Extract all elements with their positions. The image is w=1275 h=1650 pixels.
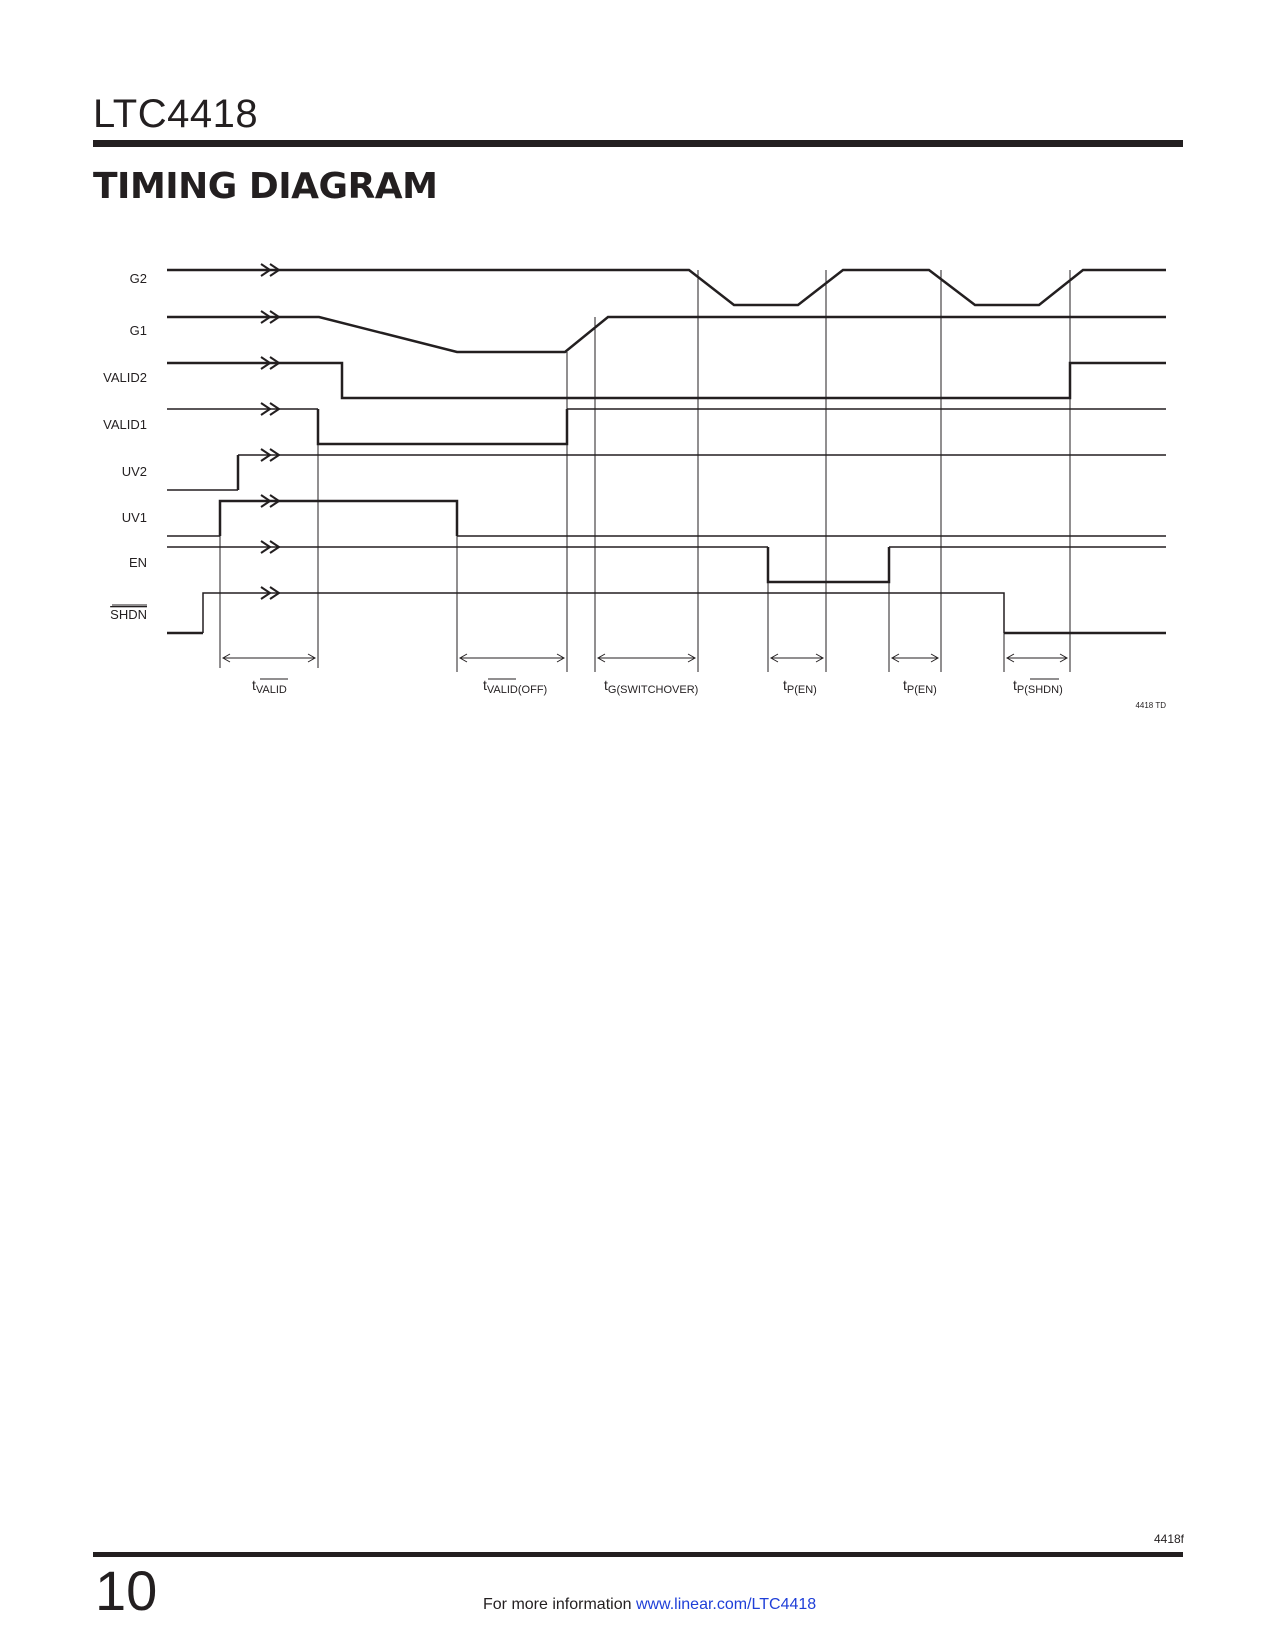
shdn-waveform (203, 593, 1004, 633)
timing-label-tvalid: $t_{VALID}$ (252, 677, 287, 696)
timing-label-tp-en-1: $t_{P(EN)}$ (783, 677, 817, 696)
page-number: 10 (95, 1559, 158, 1622)
part-number: LTC4418 (93, 92, 259, 136)
footer-link[interactable]: www.linear.com/LTC4418 (635, 1596, 817, 1613)
valid2-waveform (167, 363, 1166, 398)
break-marks (261, 264, 279, 599)
signal-label-g1: G1 (129, 323, 147, 338)
timing-diagram (0, 0, 1275, 720)
signal-label-valid2: VALID2 (103, 370, 147, 385)
g1-waveform (167, 317, 1166, 352)
uv1-waveform (220, 501, 457, 536)
footer-more-info (483, 1596, 816, 1614)
g2-waveform (167, 270, 1166, 305)
document-number: 4418f (1153, 1532, 1184, 1546)
signal-label-en: EN (128, 555, 147, 570)
timing-label-tp-en-2: $t_{P(EN)}$ (903, 677, 937, 696)
signal-label-valid1: VALID1 (103, 417, 147, 432)
figure-code: 4418 TD (1135, 701, 1166, 710)
signal-label-shdn: SHDN (110, 607, 147, 622)
timing-arrows (223, 654, 1067, 662)
en-waveform-low (768, 547, 889, 582)
footer-rule (93, 1552, 1183, 1557)
timing-label-tp-shdn: $t_{P(}SHDN$) (1013, 677, 1063, 696)
signal-label-uv1: UV1 (121, 510, 147, 525)
timing-label-tg-switchover: $t_{G(SWITCHOVER)}$ (604, 677, 699, 696)
section-title: TIMING DIAGRAM (93, 166, 438, 207)
signal-label-g2: G2 (129, 271, 147, 286)
footer-more-info-text: For more information (483, 1596, 636, 1613)
timing-label-tvalid-off: $t_{VALID}(OFF)$ (483, 677, 548, 696)
signal-label-uv2: UV2 (121, 464, 147, 479)
reference-lines (220, 270, 1070, 672)
valid1-waveform-low (318, 409, 567, 444)
